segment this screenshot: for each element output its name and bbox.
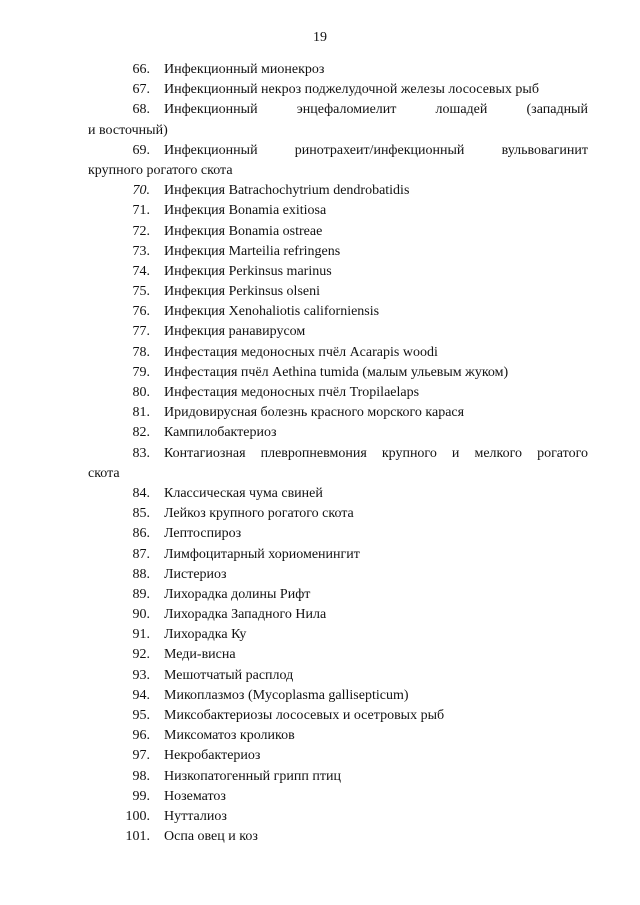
item-text: Нутталиоз <box>164 808 227 824</box>
list-item <box>0 686 640 706</box>
item-word: плевропневмония <box>260 445 367 461</box>
list-item <box>0 322 640 342</box>
item-number: 76. <box>132 304 150 320</box>
item-number: 81. <box>132 405 150 421</box>
list-item <box>0 141 640 181</box>
item-number: 68. <box>132 102 150 118</box>
item-number: 99. <box>132 788 150 804</box>
list-item <box>0 545 640 565</box>
list-item <box>0 343 640 363</box>
item-word: Инфекционный <box>164 142 258 158</box>
item-text: Инфестация пчёл Aethina tumida (малым ульевым жуком) <box>164 364 509 380</box>
list-item <box>0 302 640 322</box>
item-number: 75. <box>132 284 150 300</box>
list-item <box>0 767 640 787</box>
item-text <box>164 100 588 120</box>
list-item <box>0 787 640 807</box>
item-text: Инфестация медоносных пчёл Tropilaelaps <box>164 385 420 401</box>
item-word: лошадей <box>435 102 488 118</box>
item-number: 79. <box>132 364 150 380</box>
item-number: 82. <box>132 425 150 441</box>
item-word: и <box>451 445 460 461</box>
list-item <box>0 565 640 585</box>
item-number: 94. <box>132 687 150 703</box>
item-word: ринотрахеит/инфекционный <box>294 142 465 158</box>
item-number: 70. <box>132 183 150 199</box>
item-word: рогатого <box>537 445 588 461</box>
list-item <box>0 625 640 645</box>
item-number: 80. <box>132 385 150 401</box>
item-text: Инфекционный некроз поджелудочной железы лососевых рыб <box>164 82 539 98</box>
item-word: Контагиозная <box>164 445 246 461</box>
list-item <box>0 706 640 726</box>
list-item <box>0 807 640 827</box>
item-number: 95. <box>132 708 150 724</box>
list-item <box>0 60 640 80</box>
item-text: Классическая чума свиней <box>164 485 323 501</box>
item-text: Инфекция Xenohaliotis californiensis <box>164 304 380 320</box>
list-item <box>0 100 640 140</box>
list-item <box>0 222 640 242</box>
list-item <box>0 504 640 524</box>
item-text: Лихорадка Ку <box>164 627 247 643</box>
list-item <box>0 524 640 544</box>
item-number: 73. <box>132 243 150 259</box>
item-text: Инфекция Bonamia exitiosa <box>164 203 327 219</box>
item-number: 86. <box>132 526 150 542</box>
item-text: Лейкоз крупного рогатого скота <box>164 506 354 522</box>
item-number: 100. <box>125 808 150 824</box>
item-text: Некробактериоз <box>164 748 261 764</box>
list-item <box>0 444 640 484</box>
item-number: 66. <box>132 62 150 77</box>
item-text: Оспа овец и коз <box>164 829 258 845</box>
item-text: Инфекционный мионекроз <box>164 62 325 77</box>
item-number: 74. <box>132 263 150 279</box>
list-item <box>0 423 640 443</box>
item-number: 72. <box>132 223 150 239</box>
item-number: 96. <box>132 728 150 744</box>
item-number: 67. <box>132 82 150 98</box>
list-item <box>0 746 640 766</box>
list-item <box>0 726 640 746</box>
list-item <box>0 181 640 201</box>
list-item <box>0 262 640 282</box>
item-text: Лимфоцитарный хориоменингит <box>164 546 360 562</box>
item-number: 87. <box>132 546 150 562</box>
item-text: Низкопатогенный грипп птиц <box>164 768 341 784</box>
item-number: 101. <box>125 829 150 845</box>
disease-list <box>0 60 640 847</box>
item-text: Миксобактериозы лососевых и осетровых рыб <box>164 708 445 724</box>
item-text: Лихорадка долины Рифт <box>164 586 311 602</box>
item-number: 89. <box>132 586 150 602</box>
item-text: Кампилобактериоз <box>164 425 277 441</box>
item-text: Инфекция Perkinsus marinus <box>164 263 332 279</box>
item-text: Инфестация медоносных пчёл Acarapis woodi <box>164 344 438 360</box>
item-text: Инфекция Bonamia ostreae <box>164 223 323 239</box>
item-number: 84. <box>132 485 150 501</box>
list-item <box>0 80 640 100</box>
item-text: Меди-висна <box>164 647 236 663</box>
item-number: 92. <box>132 647 150 663</box>
item-text: Листериоз <box>164 566 227 582</box>
item-number: 83. <box>132 445 150 461</box>
item-number: 93. <box>132 667 150 683</box>
item-text: Инфекция Batrachochytrium dendrobatidis <box>164 183 410 199</box>
item-text: Миксоматоз кроликов <box>164 728 295 744</box>
item-word: мелкого <box>474 445 522 461</box>
list-item <box>0 383 640 403</box>
item-number: 97. <box>132 748 150 764</box>
item-text: Инфекция Perkinsus olseni <box>164 284 321 300</box>
item-text: Нозематоз <box>164 788 226 804</box>
list-item <box>0 827 640 847</box>
list-item <box>0 403 640 423</box>
item-number: 78. <box>132 344 150 360</box>
list-item <box>0 282 640 302</box>
item-word: Инфекционный <box>164 102 258 118</box>
list-item <box>0 363 640 383</box>
item-number: 69. <box>132 142 150 158</box>
item-word: вульвовагинит <box>501 142 588 158</box>
list-item <box>0 242 640 262</box>
item-text: Мешотчатый расплод <box>164 667 294 683</box>
list-item <box>0 585 640 605</box>
item-word: (западный <box>526 102 588 118</box>
item-text-continuation: и восточный) <box>88 122 168 138</box>
item-number: 90. <box>132 607 150 623</box>
item-text-continuation: крупного рогатого скота <box>88 162 233 178</box>
list-item <box>0 484 640 504</box>
item-text: Лептоспироз <box>164 526 242 542</box>
item-number: 88. <box>132 566 150 582</box>
item-text: Инфекция Marteilia refringens <box>164 243 341 259</box>
item-number: 91. <box>132 627 150 643</box>
item-text-continuation: скота <box>88 465 120 481</box>
item-text <box>164 444 588 464</box>
item-text <box>164 141 588 161</box>
item-text: Микоплазмоз (Mycoplasma gallisepticum) <box>164 687 409 703</box>
item-word: энцефаломиелит <box>296 102 397 118</box>
list-item <box>0 201 640 221</box>
list-item <box>0 605 640 625</box>
item-number: 71. <box>132 203 150 219</box>
page-number: 19 <box>313 30 327 45</box>
list-item <box>0 645 640 665</box>
item-number: 85. <box>132 506 150 522</box>
item-number: 98. <box>132 768 150 784</box>
item-text: Иридовирусная болезнь красного морского карася <box>164 405 465 421</box>
item-number: 77. <box>132 324 150 340</box>
item-text: Лихорадка Западного Нила <box>164 607 327 623</box>
list-item <box>0 666 640 686</box>
item-word: крупного <box>381 445 437 461</box>
item-text: Инфекция ранавирусом <box>164 324 306 340</box>
